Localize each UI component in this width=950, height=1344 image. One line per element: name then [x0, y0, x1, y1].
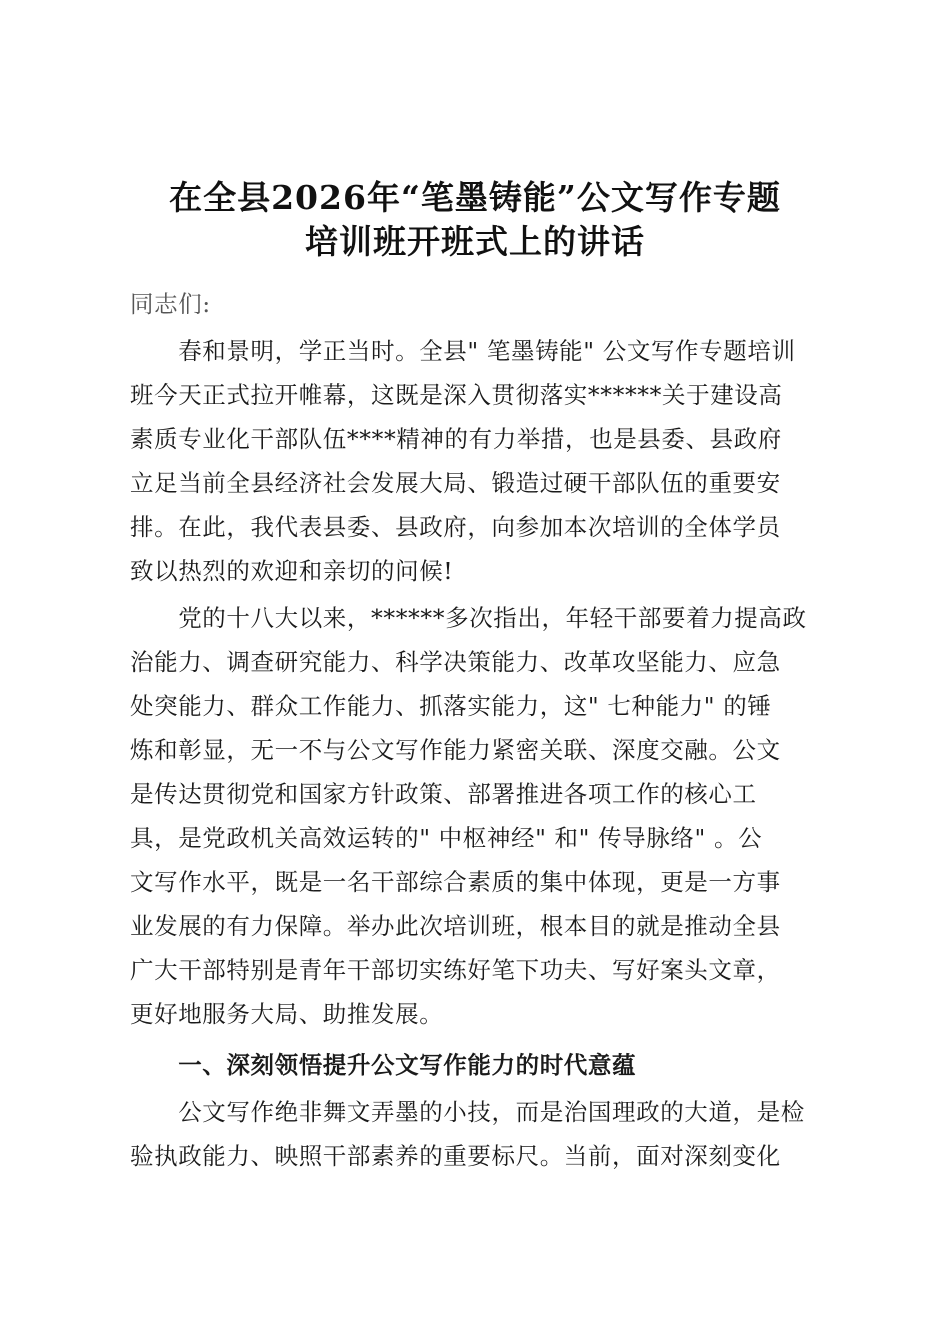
paragraph-line: 更好地服务大局、助推发展。: [130, 1000, 444, 1028]
title-line-2: 培训班开班式上的讲话: [305, 222, 645, 261]
paragraph-line: 文写作水平，既是一名干部综合素质的集中体现，更是一方事: [130, 868, 781, 896]
paragraph-line: 公文写作绝非舞文弄墨的小技，而是治国理政的大道，是检: [130, 1098, 805, 1126]
paragraph-line: 春和景明，学正当时。全县" 笔墨铸能" 公文写作专题培训: [130, 337, 796, 365]
paragraph-line: 排。在此，我代表县委、县政府，向参加本次培训的全体学员: [130, 513, 781, 541]
section-heading: 一、深刻领悟提升公文写作能力的时代意蕴: [130, 1051, 637, 1079]
paragraph-line: 具，是党政机关高效运转的" 中枢神经" 和" 传导脉络" 。公: [130, 824, 763, 852]
paragraph-line: 处突能力、群众工作能力、抓落实能力，这" 七种能力" 的锤: [130, 692, 772, 720]
paragraph-line: 党的十八大以来，******多次指出，年轻干部要着力提高政: [130, 604, 807, 632]
paragraph-line: 致以热烈的欢迎和亲切的问候!: [130, 557, 454, 585]
greeting: 同志们:: [130, 290, 211, 318]
paragraph-line: 广大干部特别是青年干部切实练好笔下功夫、写好案头文章，: [130, 956, 781, 984]
paragraph-line: 业发展的有力保障。举办此次培训班，根本目的就是推动全县: [130, 912, 781, 940]
paragraph-line: 治能力、调查研究能力、科学决策能力、改革攻坚能力、应急: [130, 648, 781, 676]
paragraph-line: 验执政能力、映照干部素养的重要标尺。当前，面对深刻变化: [130, 1142, 781, 1170]
paragraph-line: 是传达贯彻党和国家方针政策、部署推进各项工作的核心工: [130, 780, 757, 808]
paragraph-line: 炼和彰显，无一不与公文写作能力紧密关联、深度交融。公文: [130, 736, 781, 764]
paragraph-line: 班今天正式拉开帷幕，这既是深入贯彻落实******关于建设高: [130, 381, 783, 409]
title-line-1: 在全县2026年“笔墨铸能”公文写作专题: [169, 178, 781, 217]
paragraph-line: 立足当前全县经济社会发展大局、锻造过硬干部队伍的重要安: [130, 469, 781, 497]
paragraph-line: 素质专业化干部队伍****精神的有力举措，也是县委、县政府: [130, 425, 782, 453]
